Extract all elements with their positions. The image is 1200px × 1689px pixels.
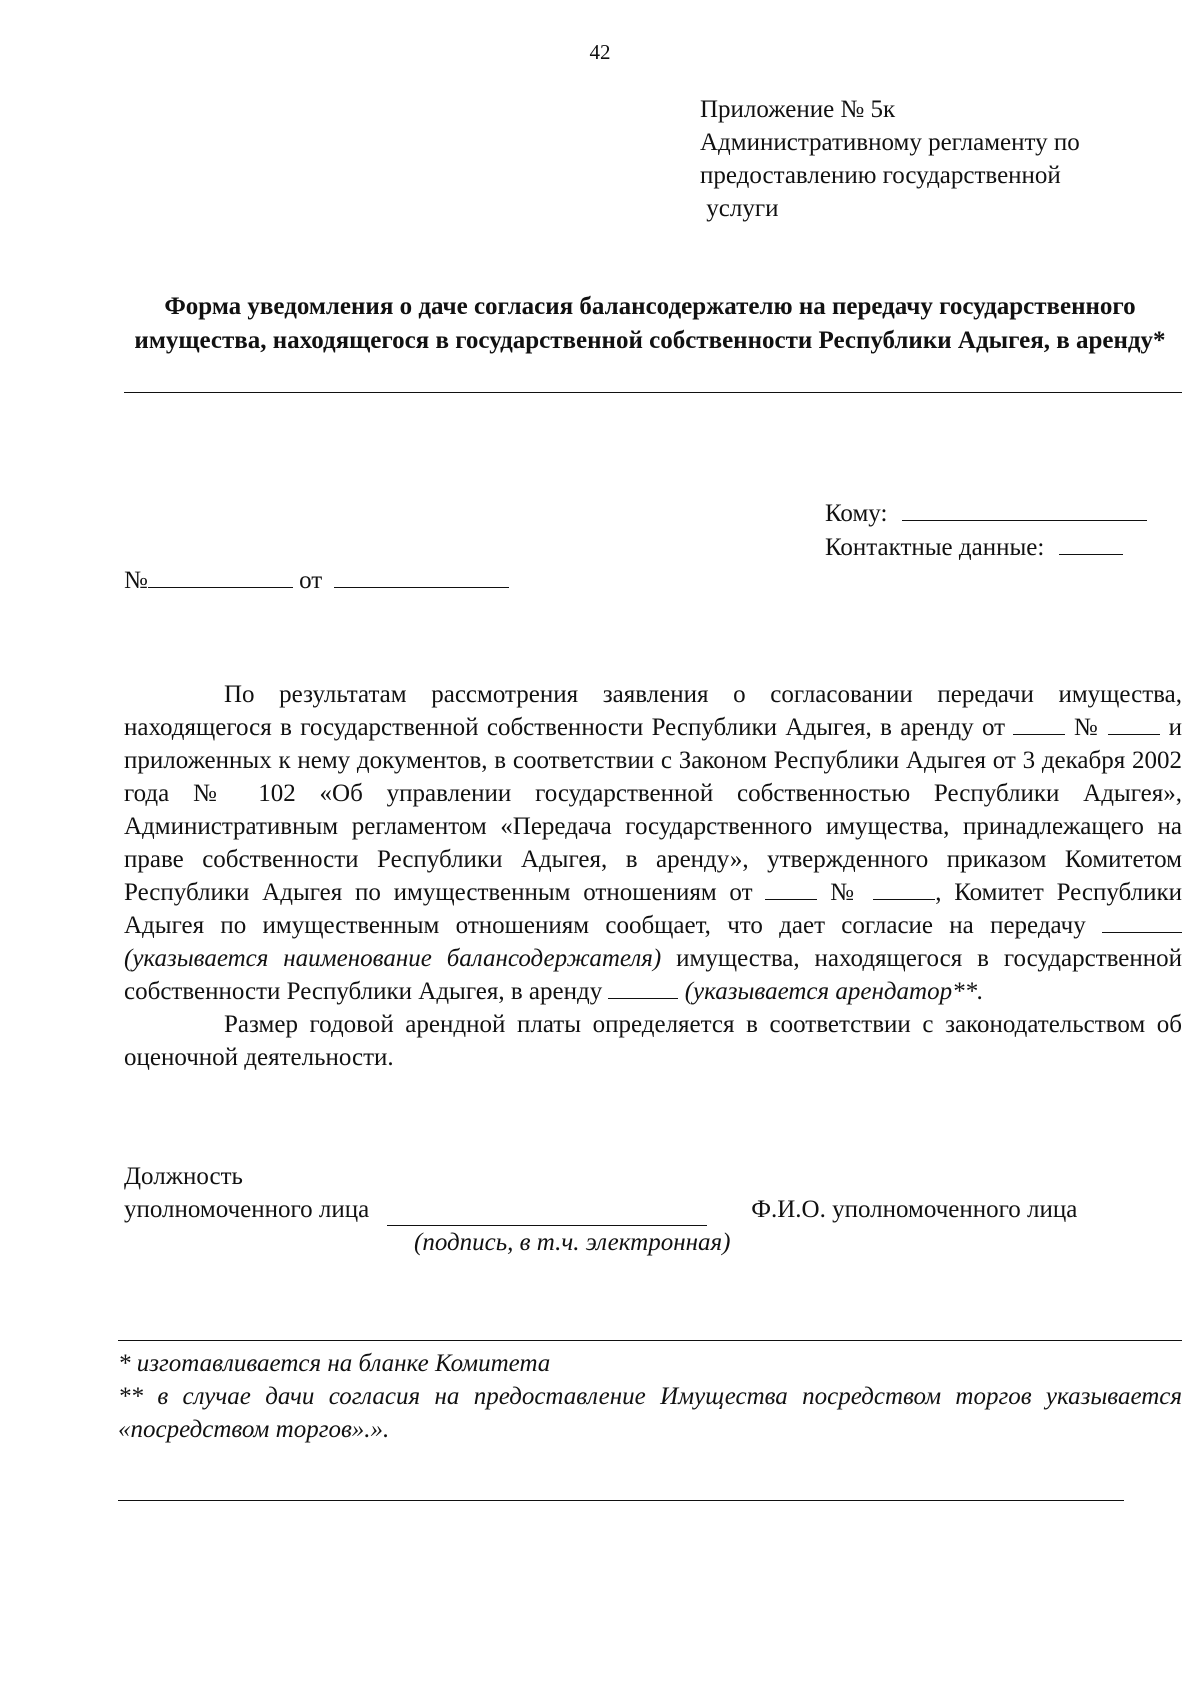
body-italic-hint: (указывается наименование балансодержателя): [124, 945, 662, 972]
recipient-contacts-label: Контактные данные:: [825, 534, 1045, 561]
recipient-to-field[interactable]: [902, 498, 1147, 521]
signature-block: [124, 1160, 1182, 1259]
document-reference: [124, 565, 509, 595]
recipient-to-label: Кому:: [825, 500, 888, 527]
doc-date-field[interactable]: [334, 565, 509, 588]
doc-number-label: №: [124, 567, 148, 594]
signature-field[interactable]: [387, 1201, 707, 1226]
footnote-divider: [118, 1340, 1182, 1341]
appendix-line: услуги: [700, 195, 779, 222]
appendix-header: [700, 93, 1080, 225]
recipient-block: [825, 497, 1147, 565]
blank-number-field[interactable]: [1108, 714, 1160, 735]
footnote-item: * изготавливается на бланке Комитета: [118, 1350, 551, 1377]
body-text-segment: и приложенных к нему документов, в соответствии с Законом Республики Адыгея от 3 декабря 2002 года № 102 «Об управлении государственной собственностью Республики Адыгея», Административным регламентом «Передача государственного имущества, принадлежащего на праве собственности Республики Адыгея, в аренду», утвержденного приказом Комитетом Республики Адыгея по имущественным отношениям от: [124, 714, 1183, 906]
body-italic-hint: (указывается арендатор**.: [684, 978, 984, 1005]
signature-caption: (подпись, в т.ч. электронная): [414, 1229, 731, 1256]
body-text-segment: имущества, находящегося в государственной собственности Республики Адыгея, в аренду: [124, 945, 1182, 1005]
title-divider: [124, 392, 1182, 393]
body-text-segment: №: [1073, 714, 1100, 741]
appendix-line: Административному регламенту по: [700, 129, 1080, 156]
recipient-contacts-field[interactable]: [1059, 532, 1123, 555]
page-number: 42: [589, 40, 611, 64]
body-text-segment: №: [830, 879, 861, 906]
signature-position-label: Должность: [124, 1163, 243, 1190]
footnote-item: ** в случае дачи согласия на предоставление Имущества посредством торгов указывается «посредством торгов».».: [118, 1383, 1182, 1443]
blank-date-field[interactable]: [1013, 714, 1065, 735]
bottom-divider: [118, 1500, 1124, 1501]
footnotes: [118, 1347, 1182, 1446]
body-text-segment: По результатам рассмотрения заявления о согласовании передачи имущества, находящегося в государственной собственности Республики Адыгея, в аренду от: [124, 681, 1182, 741]
appendix-line: предоставлению государственной: [700, 162, 1061, 189]
document-title: Форма уведомления о даче согласия балансодержателю на передачу государственного имущества, находящегося в государственной собственности Республики Адыгея, в аренду*: [134, 293, 1166, 354]
body-text-segment: , Комитет Республики Адыгея по имущественным отношениям сообщает, что дает согласие на передачу: [124, 879, 1182, 939]
blank-order-number-field[interactable]: [873, 879, 935, 900]
appendix-line: Приложение № 5к: [700, 96, 896, 123]
blank-balance-holder-field[interactable]: [1102, 912, 1182, 933]
body-paragraph: [124, 678, 1182, 1008]
signature-fio-label: Ф.И.О. уполномоченного лица: [751, 1196, 1078, 1223]
doc-date-label: от: [299, 567, 323, 594]
notification-body: [124, 678, 1182, 1074]
blank-order-date-field[interactable]: [765, 879, 817, 900]
blank-tenant-field[interactable]: [608, 978, 678, 999]
doc-number-field[interactable]: [148, 565, 293, 588]
body-paragraph: Размер годовой арендной платы определяется в соответствии с законодательством об оценочной деятельности.: [124, 1011, 1182, 1071]
signature-position-label-2: уполномоченного лица: [124, 1196, 370, 1223]
